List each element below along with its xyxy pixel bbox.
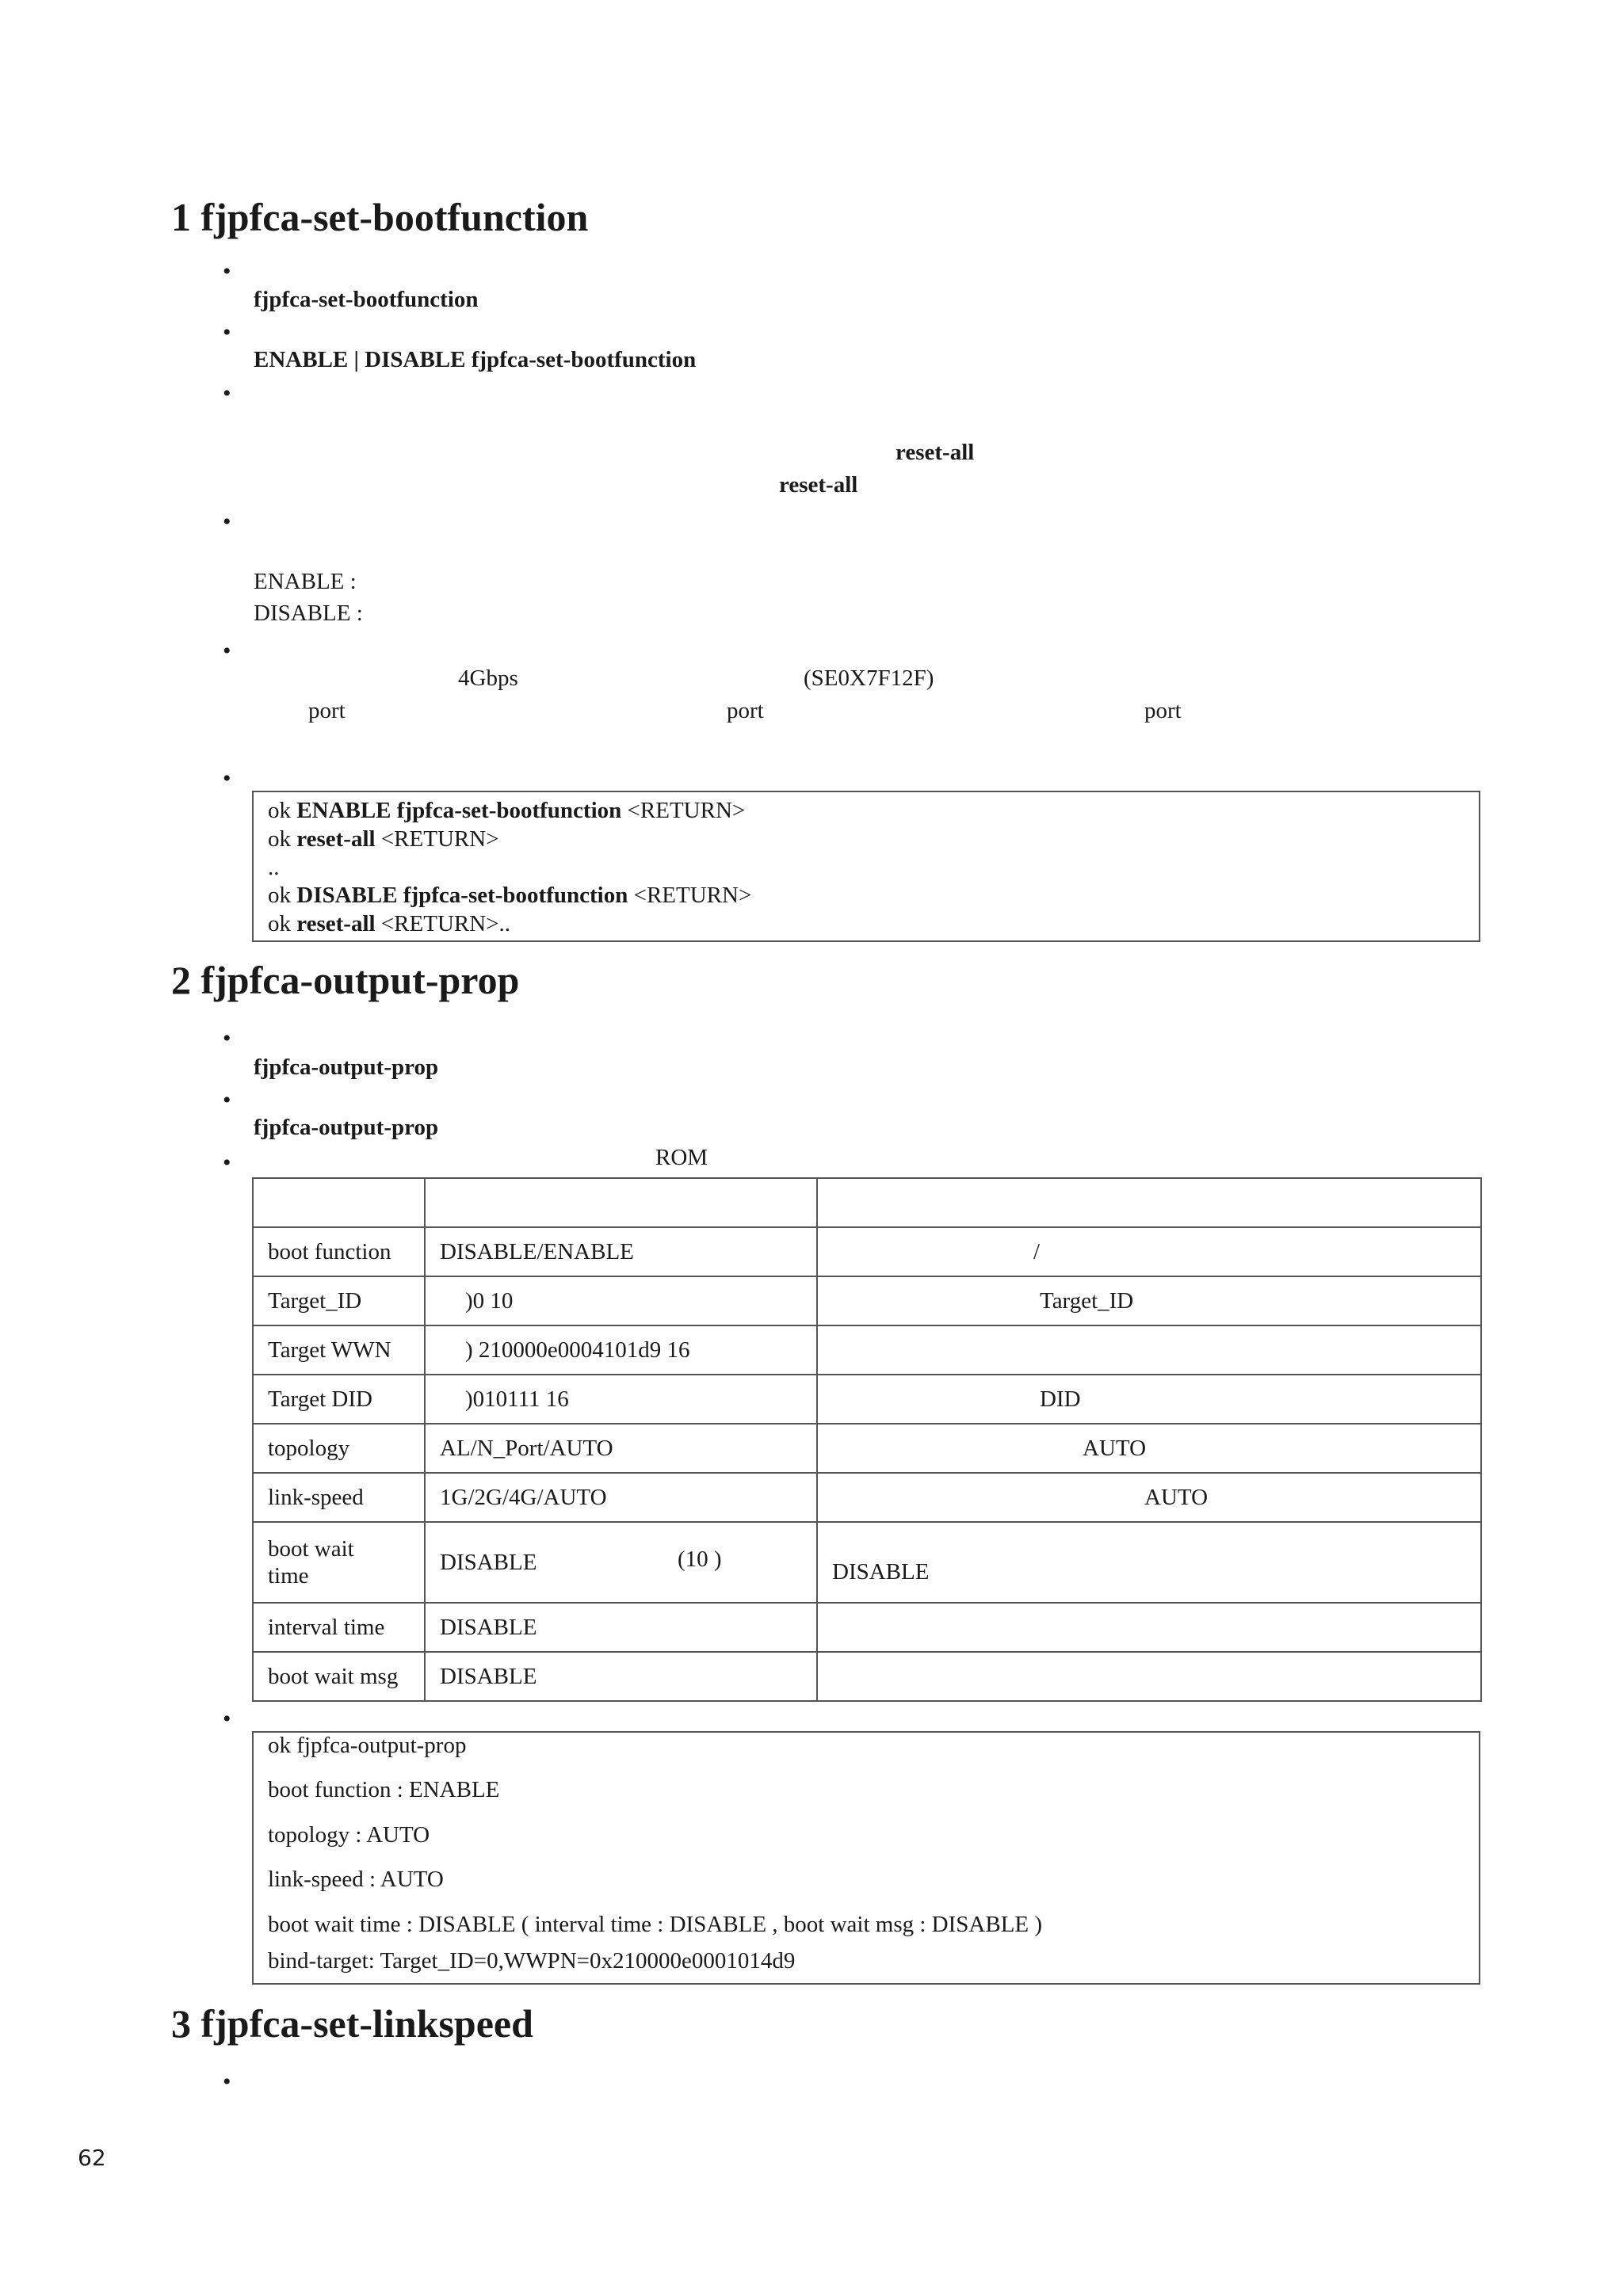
command-syntax: fjpfca-output-prop (254, 1115, 439, 1140)
table-row (253, 1227, 1481, 1276)
example-line: topology : AUTO (268, 1822, 430, 1848)
table-cell (817, 1178, 1481, 1227)
table-cell (425, 1522, 817, 1603)
param-enable: ENABLE : (254, 569, 357, 594)
table-cell: Target DID (253, 1375, 425, 1424)
table-row (253, 1522, 1481, 1603)
note-port-2: port (727, 698, 764, 723)
note-model: (SE0X7F12F) (804, 666, 934, 691)
table-cell: Target_ID (817, 1276, 1481, 1325)
table-row (253, 1375, 1481, 1424)
example-box-1 (252, 791, 1480, 942)
command-name: fjpfca-set-bootfunction (254, 287, 479, 312)
boot-wait-value: DISABLE (440, 1549, 537, 1575)
bullet: • (223, 1025, 231, 1051)
table-cell: 1G/2G/4G/AUTO (425, 1473, 817, 1522)
bullet: • (223, 1150, 231, 1176)
param-disable: DISABLE : (254, 601, 363, 626)
bullet: • (223, 765, 231, 791)
table-cell (817, 1603, 1481, 1652)
table-cell: boot wait time (253, 1522, 425, 1603)
table-cell (425, 1178, 817, 1227)
table-cell: DISABLE/ENABLE (425, 1227, 817, 1276)
note-port-1: port (308, 698, 346, 723)
section-1-heading: 1 fjpfca-set-bootfunction (171, 195, 589, 239)
table-row (253, 1652, 1481, 1701)
property-table (252, 1177, 1482, 1702)
table-cell: Target WWN (253, 1325, 425, 1375)
bullet: • (223, 509, 231, 535)
table-cell: DISABLE (425, 1603, 817, 1652)
table-cell: AUTO (817, 1473, 1481, 1522)
table-cell: link-speed (253, 1473, 425, 1522)
rom-label: ROM (655, 1145, 708, 1170)
table-cell: AUTO (817, 1424, 1481, 1473)
example-box-2 (252, 1731, 1480, 1985)
section-2-heading: 2 fjpfca-output-prop (171, 958, 520, 1002)
bullet: • (223, 638, 231, 664)
section-3-heading: 3 fjpfca-set-linkspeed (171, 2001, 533, 2046)
example-line: ok DISABLE fjpfca-set-bootfunction <RETURN> (268, 883, 752, 908)
note-speed: 4Gbps (458, 666, 518, 691)
table-cell: / (817, 1227, 1481, 1276)
table-row (253, 1276, 1481, 1325)
table-cell: )010111 16 (425, 1375, 817, 1424)
table-cell: boot function (253, 1227, 425, 1276)
example-line: ok reset-all <RETURN> (268, 826, 499, 852)
bullet: • (223, 319, 231, 345)
table-header-row (253, 1178, 1481, 1227)
bullet: • (223, 258, 231, 284)
example-line: ok reset-all <RETURN>.. (268, 911, 511, 936)
bullet: • (223, 380, 231, 406)
table-cell (817, 1325, 1481, 1375)
table-cell: DID (817, 1375, 1481, 1424)
example-line: bind-target: Target_ID=0,WWPN=0x210000e0001014d9 (268, 1948, 796, 1974)
table-cell: Target_ID (253, 1276, 425, 1325)
command-name: fjpfca-output-prop (254, 1055, 439, 1080)
example-line: boot wait time : DISABLE ( interval time : DISABLE , boot wait msg : DISABLE ) (268, 1912, 1043, 1937)
page-number: 62 (78, 2145, 106, 2171)
table-row (253, 1325, 1481, 1375)
table-cell: interval time (253, 1603, 425, 1652)
table-cell: topology (253, 1424, 425, 1473)
reset-all-ref-1: reset-all (896, 440, 975, 465)
table-row (253, 1473, 1481, 1522)
bullet: • (223, 2069, 231, 2095)
bullet: • (223, 1706, 231, 1732)
table-cell (817, 1652, 1481, 1701)
example-line: .. (268, 855, 280, 880)
table-cell: boot wait msg (253, 1652, 425, 1701)
table-cell: DISABLE (817, 1522, 1481, 1603)
example-line: link-speed : AUTO (268, 1867, 444, 1892)
bullet: • (223, 1087, 231, 1113)
example-line: ok ENABLE fjpfca-set-bootfunction <RETURN> (268, 798, 746, 823)
table-cell: ) 210000e0004101d9 16 (425, 1325, 817, 1375)
command-syntax: ENABLE | DISABLE fjpfca-set-bootfunction (254, 347, 697, 372)
reset-all-ref-2: reset-all (779, 472, 858, 498)
table-cell: DISABLE (425, 1652, 817, 1701)
note-port-3: port (1144, 698, 1182, 723)
table-cell (253, 1178, 425, 1227)
example-line: boot function : ENABLE (268, 1777, 500, 1802)
boot-wait-extra: (10 ) (678, 1547, 722, 1572)
example-line: ok fjpfca-output-prop (268, 1733, 467, 1758)
table-row (253, 1603, 1481, 1652)
table-cell: AL/N_Port/AUTO (425, 1424, 817, 1473)
table-cell: )0 10 (425, 1276, 817, 1325)
table-row (253, 1424, 1481, 1473)
